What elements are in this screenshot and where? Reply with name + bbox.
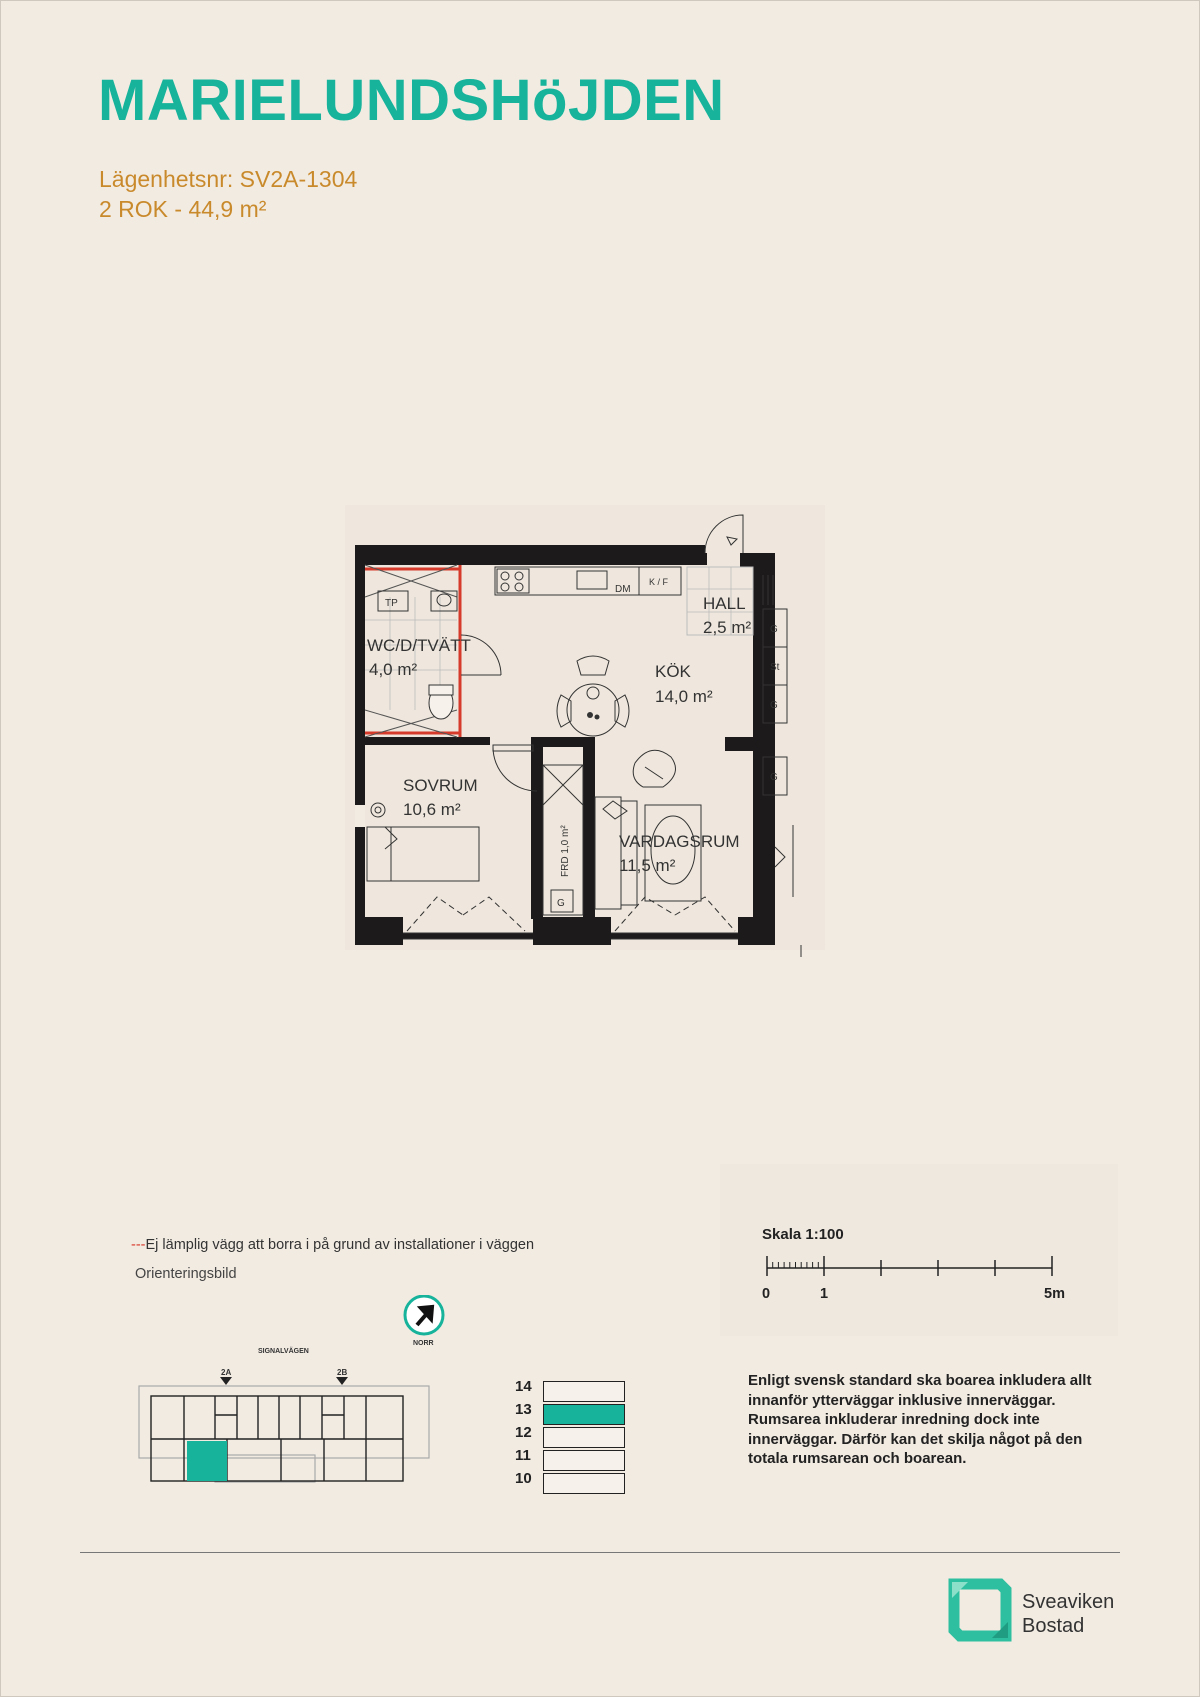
floor-label: 11 xyxy=(515,1447,531,1464)
entrance-2a-label: 2A xyxy=(221,1368,232,1377)
floor-label: 12 xyxy=(515,1424,532,1441)
frd-label: FRD 1,0 m² xyxy=(560,825,571,877)
floor-box xyxy=(543,1427,625,1448)
scale-title: Skala 1:100 xyxy=(762,1226,844,1243)
wall-note-text: Ej lämplig vägg att borra i på grund av installationer i väggen xyxy=(145,1237,535,1253)
floor-box-current xyxy=(543,1404,625,1425)
g-label: G xyxy=(557,898,565,909)
apartment-size: 2 ROK - 44,9 m² xyxy=(99,196,267,222)
entrance-2b-label: 2B xyxy=(337,1368,348,1377)
brand-line-2: Bostad xyxy=(1022,1615,1085,1637)
scale-tick-label: 1 xyxy=(820,1286,829,1302)
floor-label: 13 xyxy=(515,1401,532,1418)
st-label: St xyxy=(770,662,780,673)
street-name: SIGNALVÄGEN xyxy=(258,1348,309,1355)
g-label: G xyxy=(770,700,778,711)
entrance-2a-arrow xyxy=(220,1377,232,1385)
room-sovrum-name: SOVRUM xyxy=(403,776,478,795)
entrance-2b-arrow xyxy=(336,1377,348,1385)
compass-label: NORR xyxy=(413,1340,434,1347)
footer-divider xyxy=(80,1552,1120,1553)
brand-line-1: Sveaviken xyxy=(1022,1591,1115,1613)
floor-box xyxy=(543,1381,625,1402)
room-sovrum-area: 10,6 m² xyxy=(403,800,461,819)
scale-bar xyxy=(760,1248,1060,1288)
room-vardagsrum-name: VARDAGSRUM xyxy=(619,832,740,851)
room-wc-name: WC/D/TVÄTT xyxy=(367,636,471,655)
g-label: G xyxy=(770,624,778,635)
tp-label: TP xyxy=(385,598,398,609)
floor-label: 14 xyxy=(515,1378,532,1395)
scale-tick-label: 5m xyxy=(1044,1286,1065,1302)
floor-label: 10 xyxy=(515,1470,532,1487)
dm-label: DM xyxy=(615,584,631,595)
floor-box xyxy=(543,1473,625,1494)
g-label: G xyxy=(770,772,778,783)
scale-panel xyxy=(720,1164,1118,1336)
sveaviken-logo-icon xyxy=(948,1578,1012,1642)
wall-note xyxy=(131,1237,534,1253)
red-dash-marker: --- xyxy=(131,1237,146,1253)
brand-name xyxy=(1022,1590,1114,1638)
room-vardagsrum-area: 11,5 m² xyxy=(619,856,676,875)
apartment-number: Lägenhetsnr: SV2A-1304 xyxy=(99,166,358,192)
area-info-text: Enligt svensk standard ska boarea inkludera allt innanför ytterväggar inklusive innerväggar. Rumsarea inkluderar inredning dock inte innerväggar. Därför kan det skilja något på den totala rumsarean och boarean. xyxy=(748,1372,1092,1467)
room-hall-name: HALL xyxy=(703,594,746,613)
room-wc-area: 4,0 m² xyxy=(369,660,418,679)
floor-box xyxy=(543,1450,625,1471)
scale-tick-label: 0 xyxy=(762,1286,771,1302)
floor-plan xyxy=(345,505,825,1015)
room-kok-name: KÖK xyxy=(655,662,691,681)
kf-label: K / F xyxy=(649,577,669,587)
apartment-highlight xyxy=(187,1441,227,1481)
orientation-map xyxy=(130,1295,460,1495)
orientation-label: Orienteringsbild xyxy=(135,1266,237,1282)
room-hall-area: 2,5 m² xyxy=(703,618,752,637)
room-kok-area: 14,0 m² xyxy=(655,687,713,706)
project-title: MARIELUNDSHöJDEN xyxy=(98,68,725,133)
